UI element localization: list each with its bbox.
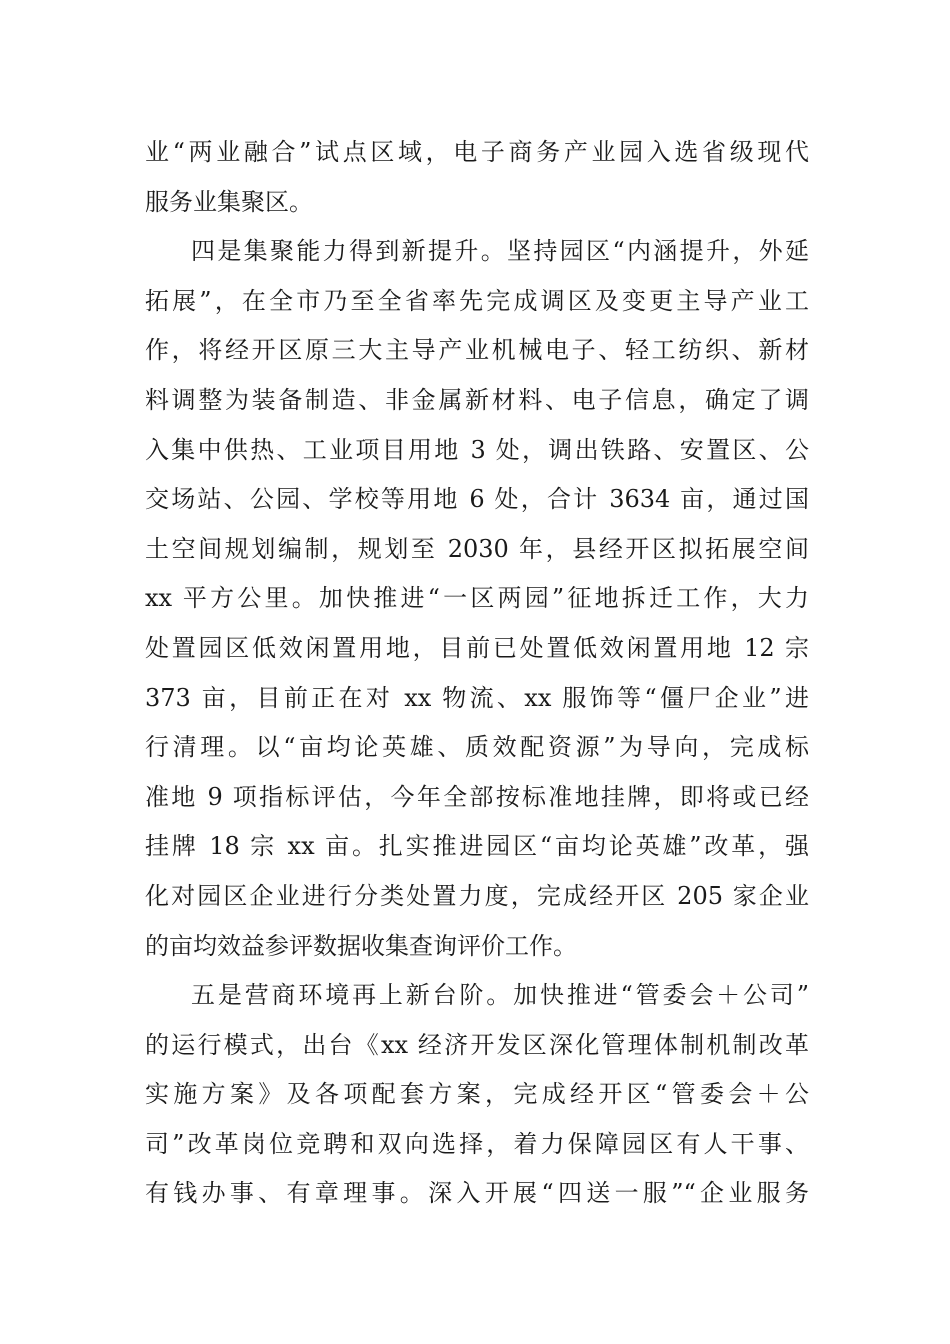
- text-line: 化对园区企业进行分类处置力度，完成经开区 205 家企业: [145, 881, 809, 910]
- text-line: 行清理。以“亩均论英雄、质效配资源”为导向，完成标: [145, 733, 809, 762]
- text-line: 373 亩，目前正在对 xx 物流、xx 服饰等“僵尸企业”进: [145, 683, 809, 712]
- text-line: 拓展”，在全市乃至全省率先完成调区及变更主导产业工: [145, 286, 809, 315]
- text-line: 有钱办事、有章理事。深入开展“四送一服”“企业服务: [145, 1179, 809, 1208]
- text-line: 料调整为装备制造、非金属新材料、电子信息，确定了调: [145, 385, 809, 414]
- text-line: 交场站、公园、学校等用地 6 处，合计 3634 亩，通过国: [145, 485, 809, 514]
- text-line: 准地 9 项指标评估，今年全部按标准地挂牌，即将或已经: [145, 782, 809, 811]
- text-line: xx 平方公里。加快推进“一区两园”征地拆迁工作，大力: [145, 584, 809, 613]
- text-line: 的运行模式，出台《xx 经济开发区深化管理体制机制改革: [145, 1030, 809, 1059]
- text-line: 五是营商环境再上新台阶。加快推进“管委会＋公司”: [191, 981, 809, 1010]
- text-line: 作，将经开区原三大主导产业机械电子、轻工纺织、新材: [145, 336, 809, 365]
- text-line: 土空间规划编制，规划至 2030 年，县经开区拟拓展空间: [145, 534, 809, 563]
- text-line: 司”改革岗位竞聘和双向选择，着力保障园区有人干事、: [145, 1129, 809, 1158]
- text-line: 业“两业融合”试点区域，电子商务产业园入选省级现代: [145, 138, 809, 166]
- text-line: 入集中供热、工业项目用地 3 处，调出铁路、安置区、公: [145, 435, 809, 464]
- text-line: 服务业集聚区。: [145, 187, 313, 216]
- text-line: 实施方案》及各项配套方案，完成经开区“管委会＋公: [145, 1080, 809, 1109]
- text-line: 的亩均效益参评数据收集查询评价工作。: [145, 931, 577, 960]
- body-text: [145, 128, 809, 1219]
- text-line: 四是集聚能力得到新提升。坚持园区“内涵提升，外延: [191, 237, 809, 266]
- text-line: 处置园区低效闲置用地，目前已处置低效闲置用地 12 宗: [145, 633, 809, 662]
- text-line: 挂牌 18 宗 xx 亩。扎实推进园区“亩均论英雄”改革，强: [145, 832, 809, 861]
